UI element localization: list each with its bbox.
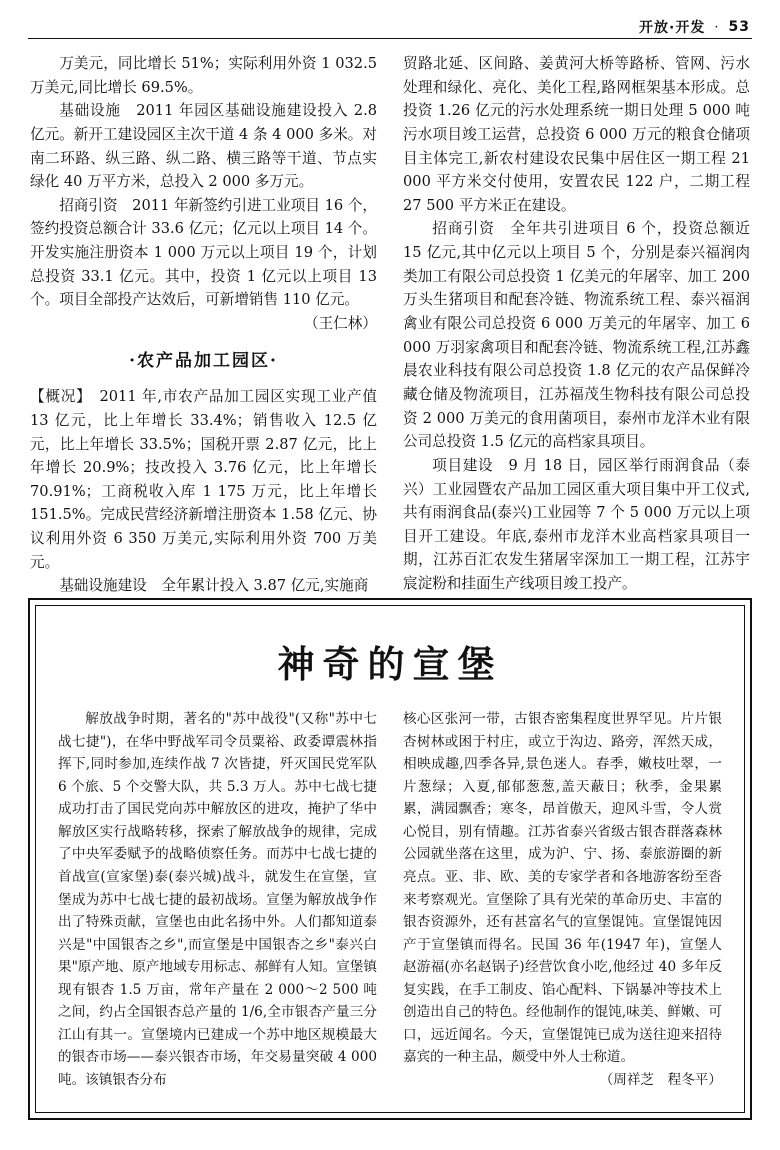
boxed-article-inner: [35, 605, 745, 1113]
boxed-article-left-column: [58, 708, 377, 1092]
boxed-article-right-column: [403, 708, 722, 1092]
paragraph: 招商引资 全年共引进项目 6 个，投资总额近 15 亿元,其中亿元以上项目 5 个，分别是泰兴福润肉类加工有限公司总投资 1 亿美元的年屠宰、加工 200 万头生猪项目和配套冷链、物流系统工程、泰兴福润禽业有限公司总投资 6 000 万美元的年屠宰、加工 6 000 万羽家禽项目和配套冷链、物流系统工程,江苏鑫晨农业科技有限公司总投资 1.8 亿元的农产品保鲜冷藏仓储及物流项目，江苏福茂生物科技有限公司总投资 2 000 万美元的食用菌项目，泰州市龙洋木业有限公司总投资 1.5 亿元的高档家具项目。: [403, 220, 750, 451]
paragraph: 万美元，同比增长 51%；实际利用外资 1 032.5 万美元,同比增长 69.5%。: [30, 55, 377, 96]
header-dot: ·: [714, 19, 720, 35]
boxed-article-title: 神奇的宣堡: [277, 642, 503, 686]
byline: （王仁林）: [304, 315, 377, 333]
paragraph: 基础设施建设 全年累计投入 3.87 亿元,实施商: [59, 577, 369, 595]
left-column: [30, 52, 377, 595]
header-title: 开放·开发: [639, 20, 706, 36]
paragraph: 核心区张河一带，古银杏密集程度世界罕见。片片银杏树林或困于村庄，或立于沟边、路旁，浑然天成，相映成趣,四季各异,景色迷人。春季，嫩枝吐翠，一片葱绿；入夏,郁郁葱葱,盖天蔽日；秋季，金果累累，满园飘香；寒冬，昂首傲天，迎风斗雪，令人赏心悦目，别有情趣。江苏省泰兴省级古银杏群落森林公园就坐落在这里，成为沪、宁、扬、泰旅游圈的新亮点。亚、非、欧、美的专家学者和各地游客纷至沓来考察观光。宣堡除了具有光荣的革命历史、丰富的银杏资源外，还有甚富名气的宣堡馄饨。宣堡馄饨因产于宣堡镇而得名。民国 36 年(1947 年)，宣堡人赵游福(亦名赵锅子)经营饮食小吃,他经过 40 多年反复实践，在手工制皮、馅心配料、下锅暴冲等技术上创造出自己的特色。经他制作的馄饨,味美、鲜嫩、可口，远近闻名。今天，宣堡馄饨已成为送往迎来招待嘉宾的一种主品，颇受中外人士称道。: [403, 711, 722, 1066]
header-rule: [28, 38, 752, 39]
body-columns: [30, 52, 750, 595]
paragraph: 贸路北延、区间路、姜黄河大桥等路桥、管网、污水处理和绿化、亮化、美化工程,路网框架基本形成。总投资 1.26 亿元的污水处理系统一期日处理 5 000 吨污水项目竣工运营，总投资 6 000 万元的粮食仓储项目主体完工,新农村建设农民集中居住区一期工程 21 000 平方米交付使用，安置农民 122 户，二期工程 27 500 平方米正在建设。: [403, 55, 750, 214]
paragraph: 招商引资 2011 年新签约引进工业项目 16 个，签约投资总额合计 33.6 亿元；亿元以上项目 14 个。开发实施注册资本 1 000 万元以上项目 19 个，计划总投资 33.1 亿元。其中，投资 1 亿元以上项目 13 个。项目全部投产达效后，可新增销售 110 亿元。: [30, 196, 377, 309]
page-header: [30, 14, 750, 40]
byline: （周祥芝 程冬平）: [599, 1072, 722, 1088]
boxed-article: [28, 598, 752, 1120]
header-page-number: 53: [728, 19, 750, 35]
right-column: [403, 52, 750, 593]
boxed-article-columns: [58, 708, 722, 1092]
paragraph: 项目建设 9 月 18 日，园区举行雨润食品（泰兴）工业园暨农产品加工园区重大项目集中开工仪式,共有雨润食品(泰兴)工业园等 7 个 5 000 万元以上项目开工建设。年底,泰州市龙洋木业高档家具项目一期，江苏百汇农发生猪屠宰深加工一期工程，江苏宇宸淀粉和挂面生产线项目竣工投产。: [403, 456, 750, 593]
paragraph: 【概况】 2011 年,市农产品加工园区实现工业产值 13 亿元，比上年增长 33.4%；销售收入 12.5 亿元，比上年增长 33.5%；国税开票 2.87 亿元，比上年增长 20.9%；技改投入 3.76 亿元，比上年增长 70.91%；工商税收入库 1 175 万元，比上年增长 151.5%。完成民营经济新增注册资本 1.58 亿元、协议利用外资 6 350 万美元,实际利用外资 700 万美元。: [30, 388, 377, 571]
paragraph: 解放战争时期，著名的"苏中战役"(又称"苏中七战七捷")，在华中野战军司令员粟裕、政委谭震林指挥下,同时参加,连续作战 7 次皆捷，歼灭国民党军队 6 个旅、5 个交警大队，共 5.3 万人。苏中七战七捷成功打击了国民党向苏中解放区的进攻，掩护了华中解放区实行战略转移，探索了解放战争的规律，完成了中央军委赋予的战略侦察任务。而苏中七战七捷的首战宣(宣家堡)泰(泰兴城)战斗，就发生在宣堡，宣堡成为苏中七战七捷的最初战场。宣堡为解放战争作出了特殊贡献，宣堡也由此名扬中外。人们都知道泰兴是"中国银杏之乡",而宣堡是中国银杏之乡"泰兴白果"原产地、原产地域专用标志、郝鲜有人知。宣堡镇现有银杏 1.5 万亩，常年产量在 2 000～2 500 吨之间，约占全国银杏总产量的 1/6,全市银杏产量三分江山有其一。宣堡境内已建成一个苏中地区规模最大的银杏市场——泰兴银杏市场，年交易量突破 4 000 吨。该镇银杏分布: [58, 711, 377, 1088]
paragraph: 基础设施 2011 年园区基础设施建设投入 2.8 亿元。新开工建设园区主次干道 4 条 4 000 多米。对南二环路、纵三路、纵二路、横三路等干道、节点实绿化 40 万平方米，总投入 2 000 多万元。: [30, 102, 377, 191]
section-title: ·农产品加工园区·: [129, 350, 278, 371]
